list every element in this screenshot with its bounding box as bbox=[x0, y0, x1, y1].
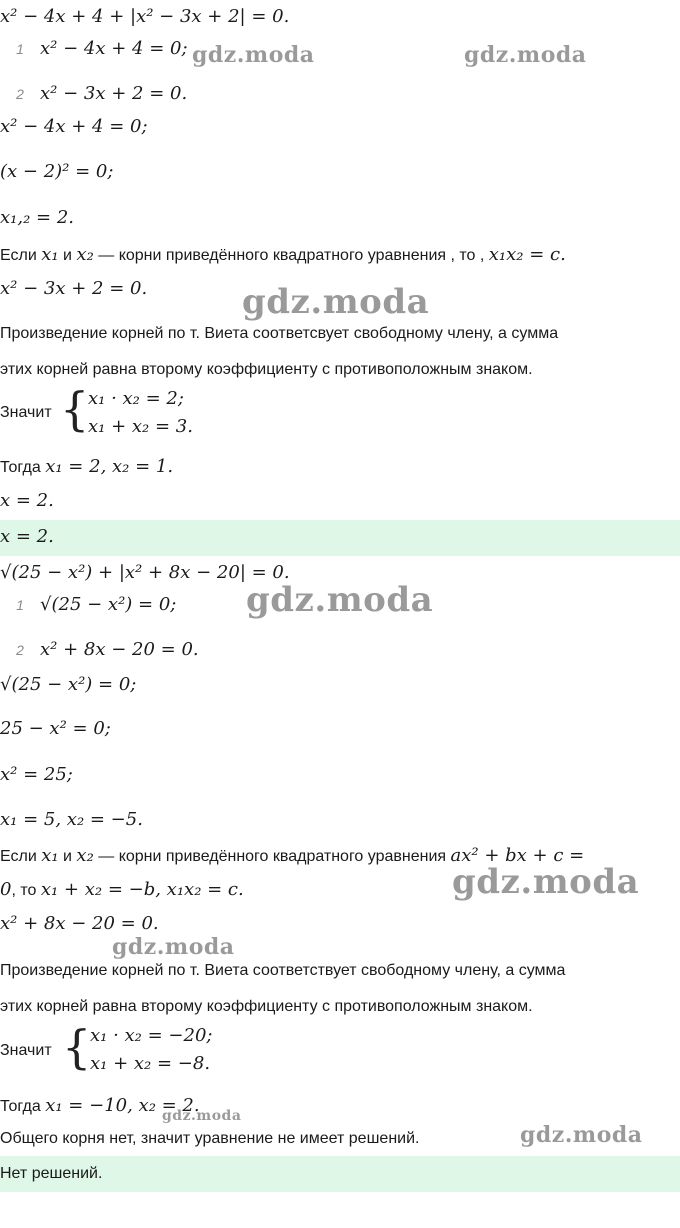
task1-step-2: (x − 2)² = 0; bbox=[0, 161, 114, 182]
system-brace: { bbox=[60, 382, 90, 436]
watermark-logo: gdz.moda bbox=[246, 580, 434, 620]
item-equation: x² + 8x − 20 = 0. bbox=[40, 639, 199, 660]
item-number: 2 bbox=[16, 86, 24, 102]
item-number: 2 bbox=[16, 642, 24, 658]
task1-answer: x = 2. bbox=[0, 526, 54, 547]
watermark-logo: gdz.moda bbox=[162, 1108, 242, 1124]
task1-step-1: x² − 4x + 4 = 0; bbox=[0, 116, 148, 137]
task1-paragraph-1: Произведение корней по т. Виета соответсвует свободному члену, а сумма bbox=[0, 325, 559, 342]
task2-step-5: x² + 8x − 20 = 0. bbox=[0, 913, 159, 934]
task1-system-line-2: x₁ + x₂ = 3. bbox=[88, 416, 193, 437]
task2-step-4: x₁ = 5, x₂ = −5. bbox=[0, 809, 143, 830]
task1-item-1 bbox=[0, 38, 188, 59]
task2-answer: Нет решений. bbox=[0, 1165, 103, 1182]
task2-item-2 bbox=[0, 639, 199, 660]
task2-step-2: 25 − x² = 0; bbox=[0, 718, 111, 739]
watermark-logo: gdz.moda bbox=[520, 1122, 643, 1148]
item-equation: x² − 4x + 4 = 0; bbox=[40, 38, 188, 59]
task2-paragraph-1: Произведение корней по т. Виета соответствует свободному члену, а сумма bbox=[0, 962, 566, 979]
system-brace: { bbox=[62, 1020, 92, 1074]
watermark-logo: gdz.moda bbox=[192, 42, 315, 68]
watermark-logo: gdz.moda bbox=[464, 42, 587, 68]
item-number: 1 bbox=[16, 597, 24, 613]
watermark-logo: gdz.moda bbox=[452, 862, 640, 902]
task1-vieta-line: Если x₁ и x₂ — корни приведённого квадратного уравнения , то , x₁x₂ = c. bbox=[0, 244, 566, 265]
task2-paragraph-2: этих корней равна второму коэффициенту с противоположным знаком. bbox=[0, 998, 533, 1015]
task2-vieta-line-1: Если x₁ и x₂ — корни приведённого квадратного уравнения ax² + bx + c = bbox=[0, 845, 585, 866]
item-equation: x² − 3x + 2 = 0. bbox=[40, 83, 188, 104]
task1-x-value: x = 2. bbox=[0, 490, 54, 511]
watermark-logo: gdz.moda bbox=[112, 934, 235, 960]
watermark-logo: gdz.moda bbox=[242, 282, 430, 322]
task1-then-label: Значит bbox=[0, 404, 52, 421]
task1-equation: x² − 4x + 4 + |x² − 3x + 2| = 0. bbox=[0, 6, 290, 27]
task2-step-1: √(25 − x²) = 0; bbox=[0, 674, 137, 695]
task2-equation: √(25 − x²) + |x² + 8x − 20| = 0. bbox=[0, 562, 290, 583]
task1-item-2 bbox=[0, 83, 187, 104]
item-equation: √(25 − x²) = 0; bbox=[40, 594, 177, 615]
task2-conclusion: Общего корня нет, значит уравнение не имеет решений. bbox=[0, 1130, 420, 1147]
task1-step-4: x² − 3x + 2 = 0. bbox=[0, 278, 148, 299]
task2-vieta-line-2: 0, то x₁ + x₂ = −b, x₁x₂ = c. bbox=[0, 879, 244, 900]
task2-roots-line: Тогда x₁ = −10, x₂ = 2. bbox=[0, 1095, 200, 1116]
task1-roots-line: Тогда x₁ = 2, x₂ = 1. bbox=[0, 456, 174, 477]
task1-step-3: x₁,₂ = 2. bbox=[0, 207, 75, 228]
item-number: 1 bbox=[16, 41, 24, 57]
answer-highlight-1 bbox=[0, 520, 680, 556]
task2-then-label: Значит bbox=[0, 1042, 52, 1059]
task1-paragraph-2: этих корней равна второму коэффициенту с противоположным знаком. bbox=[0, 361, 533, 378]
task2-system-line-2: x₁ + x₂ = −8. bbox=[90, 1053, 211, 1074]
task2-system-line-1: x₁ · x₂ = −20; bbox=[90, 1025, 213, 1046]
task2-item-1 bbox=[0, 594, 176, 615]
task1-system-line-1: x₁ · x₂ = 2; bbox=[88, 388, 184, 409]
task2-step-3: x² = 25; bbox=[0, 764, 73, 785]
